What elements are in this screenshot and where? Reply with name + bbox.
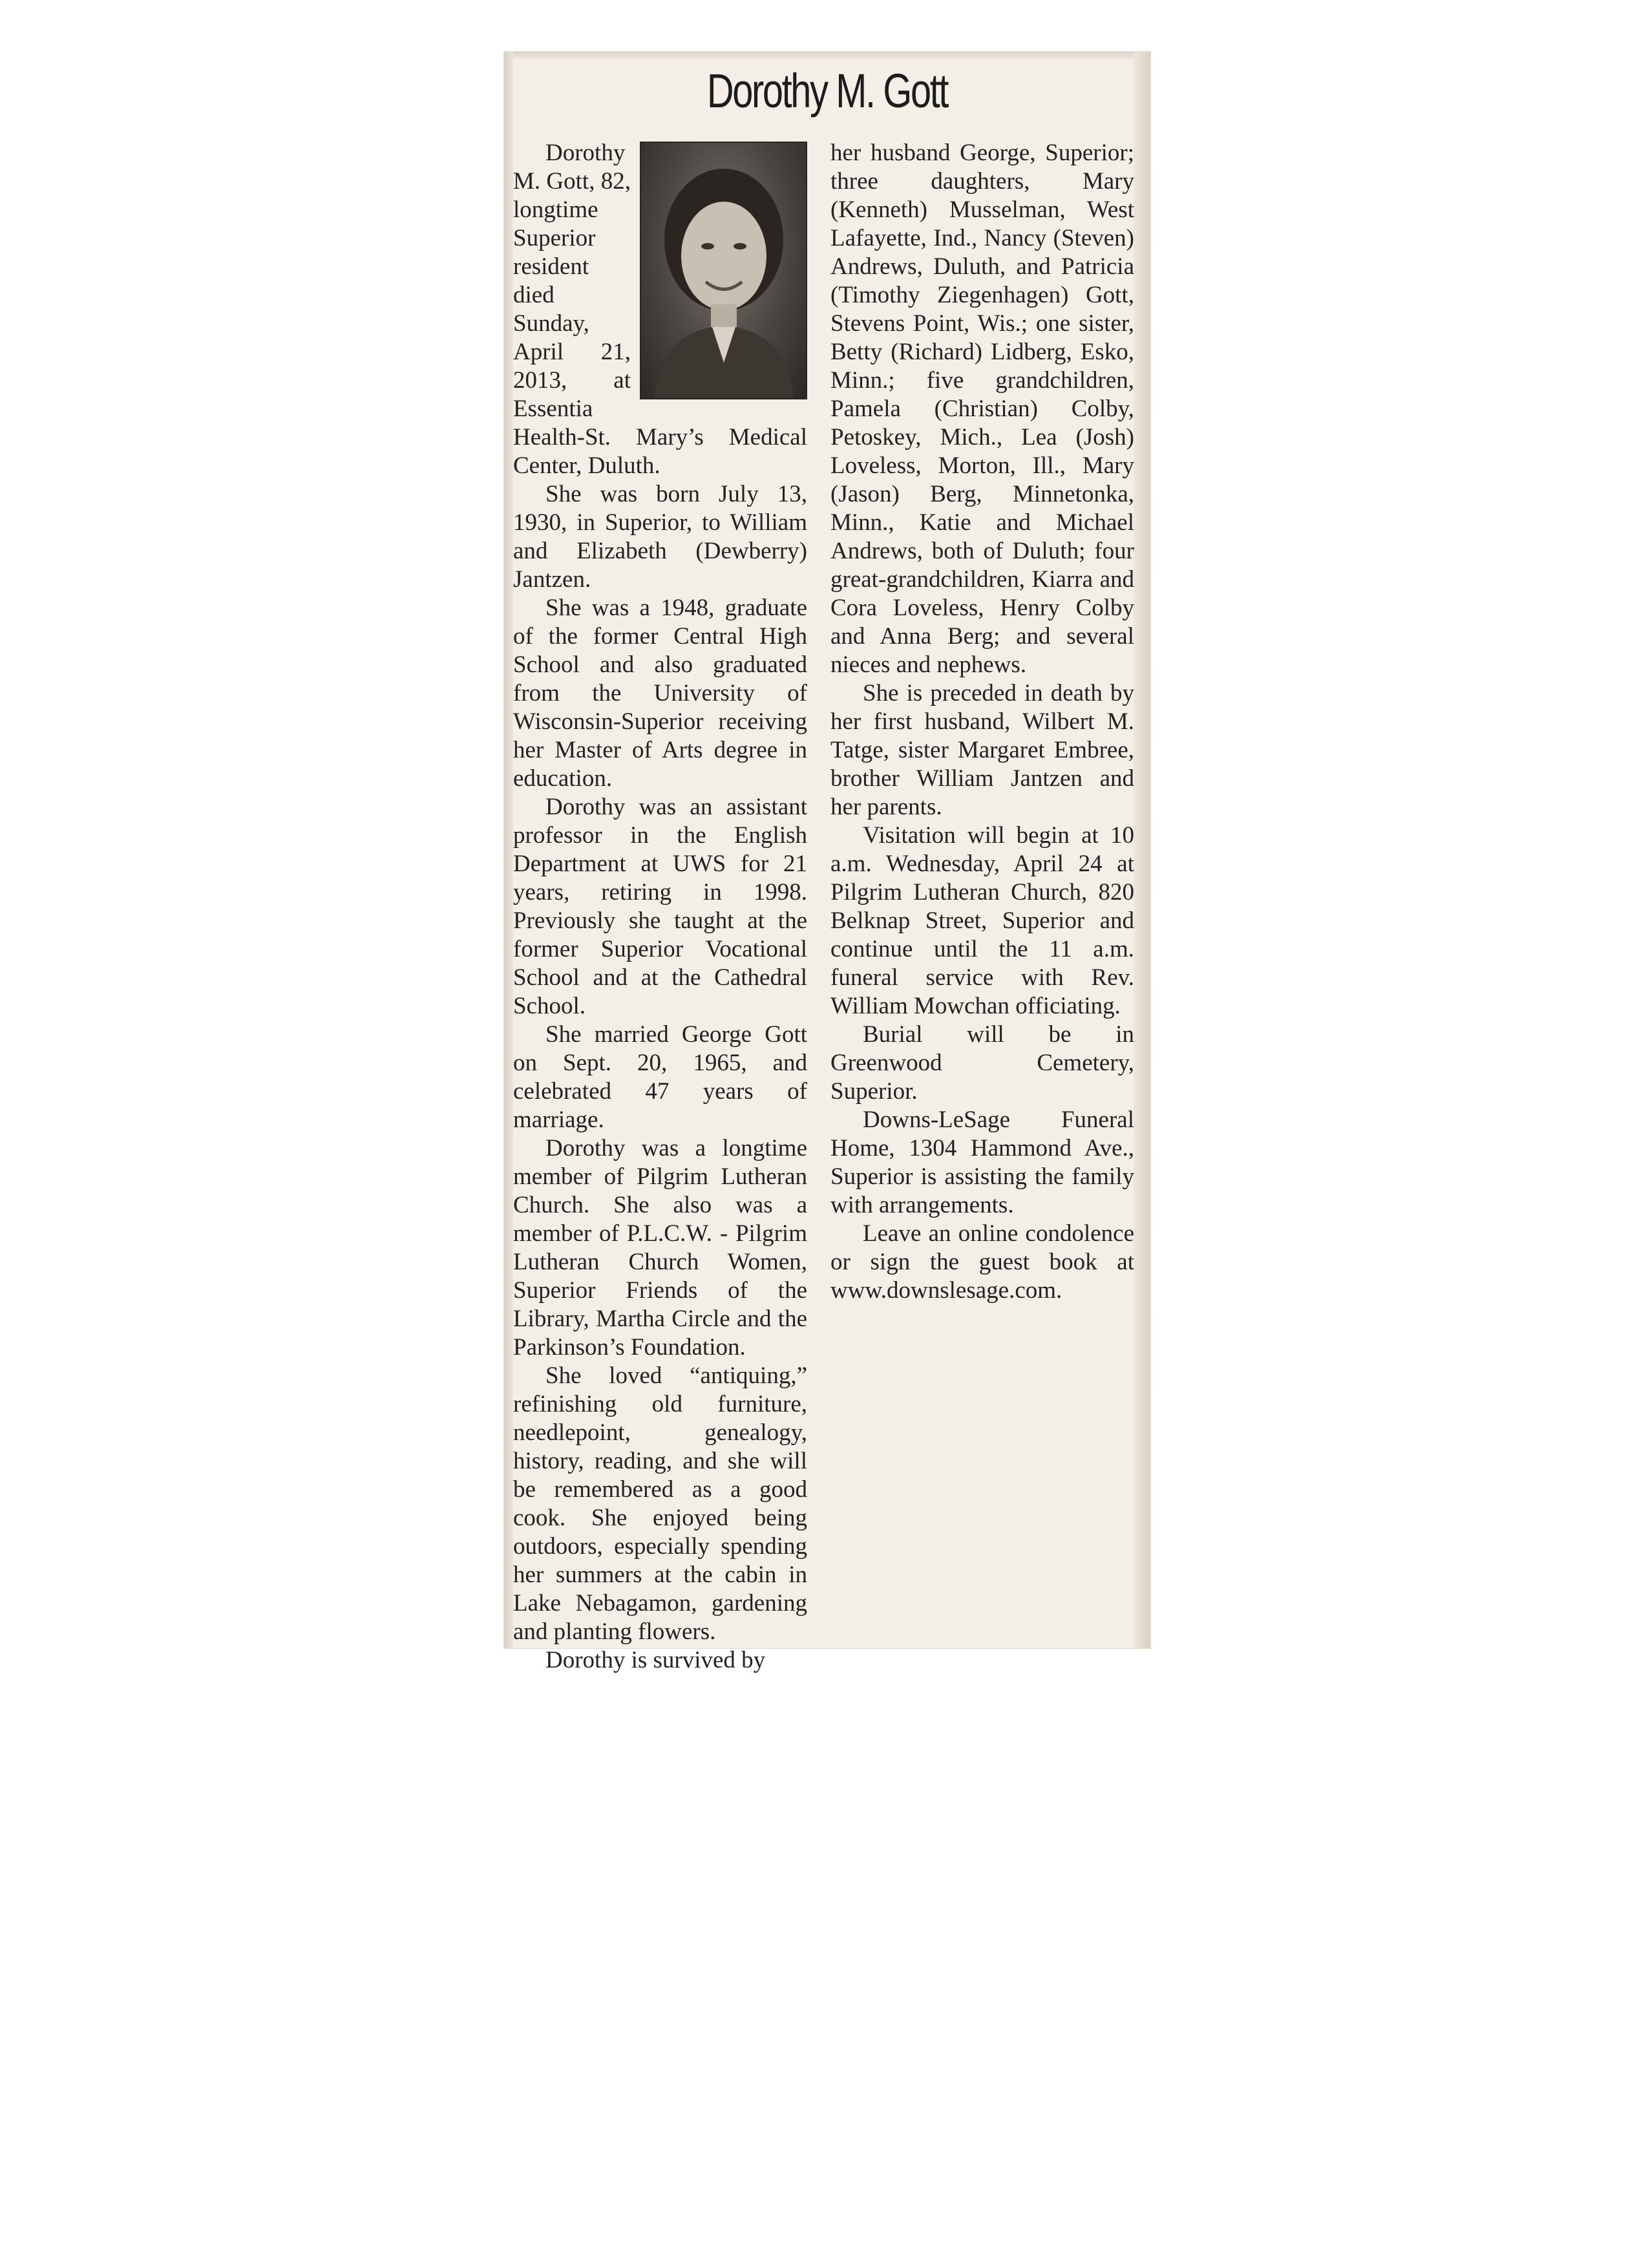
obit-paragraph-continued: her husband George, Superior; three daughters, Mary (Kenneth) Musselman, West Lafayette, Ind., Nancy (Steven) Andrews, Duluth, and Patricia (Timothy Ziegenhagen) Gott, Stevens Point, Wis.; one sister, Betty (Richard) Lidberg, Esko, Minn.; five grandchildren, Pamela (Christian) Colby, Petoskey, Mich., Lea (Josh) Loveless, Morton, Ill., Mary (Jason) Berg, Minnetonka, Minn., Katie and Michael Andrews, both of Duluth; four great-grandchildren, Kiarra and Cora Loveless, Henry Colby and Anna Berg; and several nieces and nephews. [830,140,1134,678]
left-column [513,139,807,1675]
clipping-edge-top [504,52,1150,61]
portrait-photo [640,142,807,399]
obit-paragraph: Downs-LeSage Funeral Home, 1304 Hammond Ave., Superior is assisting the family with arrangements. [830,1107,1134,1218]
obit-paragraph: She was born July 13, 1930, in Superior, to William and Elizabeth (Dewberry) Jantzen. [513,481,807,593]
obit-paragraph: Leave an online condolence or sign the guest book at www.downslesage.com. [830,1220,1134,1304]
obit-paragraph: She married George Gott on Sept. 20, 1965, and celebrated 47 years of marriage. [513,1021,807,1133]
obit-paragraph: She was a 1948, graduate of the former Central High School and also graduated from the University of Wisconsin-Superior receiving her Master of Arts degree in education. [513,595,807,792]
obituary-headline: Dorothy M. Gott [706,64,948,118]
obit-paragraph: She is preceded in death by her first husband, Wilbert M. Tatge, sister Margaret Embree, brother William Jantzen and her parents. [830,680,1134,820]
obit-paragraph: Dorothy was an assistant professor in the English Department at UWS for 21 years, retiring in 1998. Previously she taught at the former Superior Vocational School and at the Cathedral School. [513,794,807,1019]
obit-paragraph: She loved “antiquing,” refinishing old furniture, needlepoint, genealogy, history, reading, and she will be remembered as a good cook. She enjoyed being outdoors, especially spending her summers at the cabin in Lake Nebagamon, gardening and planting flowers. [513,1362,807,1645]
right-column [830,139,1134,1305]
clipping-edge-left [504,52,513,1648]
obit-paragraph: Dorothy M. Gott, 82, longtime Superior resident died Sunday, April 21, 2013, at Essentia Health-St. Mary’s Medical Center, Duluth. [513,140,807,479]
portrait-icon [641,143,806,398]
obit-paragraph: Burial will be in Greenwood Cemetery, Superior. [830,1021,1134,1105]
obit-paragraph: Dorothy was a longtime member of Pilgrim Lutheran Church. She also was a member of P.L.C.W. - Pilgrim Lutheran Church Women, Superior Friends of the Library, Martha Circle and the Parkinson’s Foundation. [513,1135,807,1361]
obit-paragraph: Visitation will begin at 10 a.m. Wednesday, April 24 at Pilgrim Lutheran Church, 820 Belknap Street, Superior and continue until the 11 a.m. funeral service with Rev. William Mowchan officiating. [830,822,1134,1019]
clipping-edge-right [1134,52,1150,1648]
newspaper-clipping [504,52,1150,1673]
obit-paragraph: Dorothy is survived by [545,1647,766,1673]
